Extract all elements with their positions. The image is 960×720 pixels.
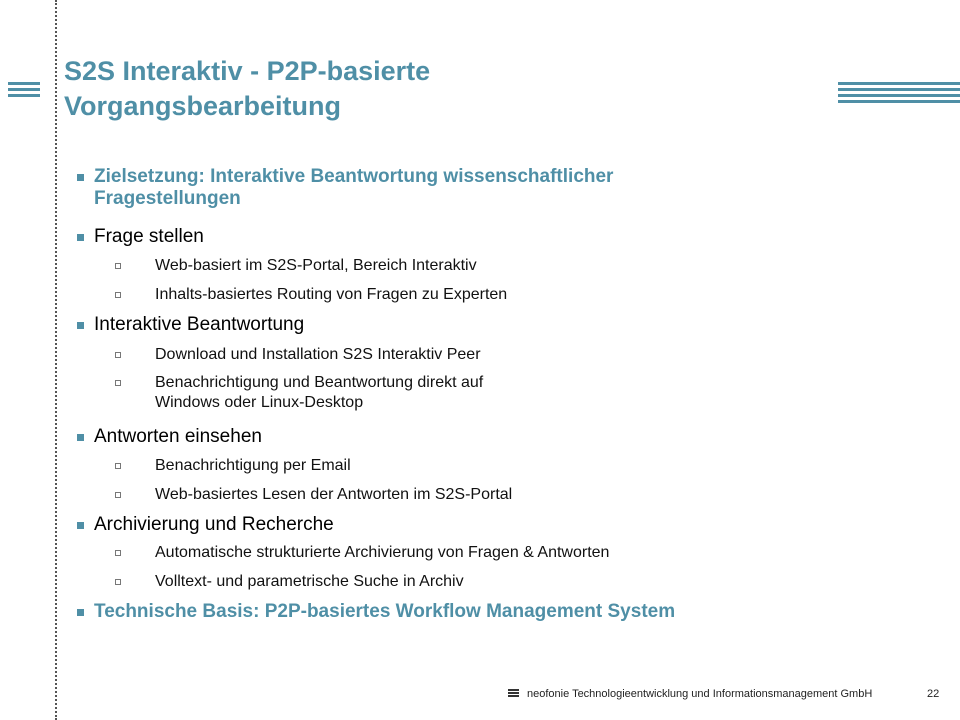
list-item-line: Volltext- und parametrische Suche in Archiv	[155, 573, 464, 590]
sub-list-item	[155, 543, 609, 563]
list-item-line: Technische Basis: P2P-basiertes Workflow Management System	[94, 601, 676, 622]
bullet-square-icon	[77, 522, 84, 529]
list-item-line: Archivierung und Recherche	[94, 514, 334, 535]
page-number: 22	[927, 688, 940, 700]
list-item-line: Benachrichtigung per Email	[155, 457, 351, 474]
sub-bullet-square-icon	[115, 352, 121, 358]
title-line-1: S2S Interaktiv - P2P-basierte	[64, 56, 431, 86]
list-item	[94, 166, 613, 210]
footer-company: neofonie Technologieentwicklung und Informationsmanagement GmbH	[527, 688, 873, 700]
list-item	[94, 601, 675, 623]
sub-bullet-square-icon	[115, 380, 121, 386]
bullet-square-icon	[77, 322, 84, 329]
sub-bullet-square-icon	[115, 292, 121, 298]
list-item-line: Automatische strukturierte Archivierung von Fragen & Antworten	[155, 544, 610, 561]
list-item-line: Antworten einsehen	[94, 426, 262, 447]
list-item-line: Benachrichtigung und Beantwortung direkt auf	[155, 374, 484, 391]
sub-bullet-square-icon	[115, 263, 121, 269]
list-item	[94, 426, 262, 448]
sub-bullet-square-icon	[115, 579, 121, 585]
list-item-line: Fragestellungen	[94, 188, 241, 209]
sub-bullet-square-icon	[115, 463, 121, 469]
sub-bullet-square-icon	[115, 550, 121, 556]
sub-list-item	[155, 373, 483, 413]
list-item	[94, 514, 334, 536]
list-item-line: Windows oder Linux-Desktop	[155, 394, 364, 411]
sub-list-item	[155, 285, 507, 305]
footer-lines-icon	[508, 689, 519, 698]
sub-list-item	[155, 485, 512, 505]
list-item-line: Zielsetzung: Interaktive Beantwortung wissenschaftlicher	[94, 166, 614, 187]
list-item-line: Web-basiertes Lesen der Antworten im S2S-Portal	[155, 486, 513, 503]
list-item-line: Web-basiert im S2S-Portal, Bereich Interaktiv	[155, 257, 477, 274]
bullet-square-icon	[77, 434, 84, 441]
sub-list-item	[155, 256, 477, 276]
list-item-line: Frage stellen	[94, 226, 204, 247]
bullet-square-icon	[77, 609, 84, 616]
bullet-square-icon	[77, 174, 84, 181]
list-item-line: Download und Installation S2S Interaktiv Peer	[155, 346, 481, 363]
list-item-line: Interaktive Beantwortung	[94, 314, 305, 335]
list-item	[94, 226, 204, 248]
sub-bullet-square-icon	[115, 492, 121, 498]
title-line-2: Vorgangsbearbeitung	[64, 91, 342, 121]
sub-list-item	[155, 345, 481, 365]
bullet-square-icon	[77, 234, 84, 241]
list-item	[94, 314, 304, 336]
list-item-line: Inhalts-basiertes Routing von Fragen zu Experten	[155, 286, 508, 303]
sub-list-item	[155, 572, 464, 592]
sub-list-item	[155, 456, 351, 476]
